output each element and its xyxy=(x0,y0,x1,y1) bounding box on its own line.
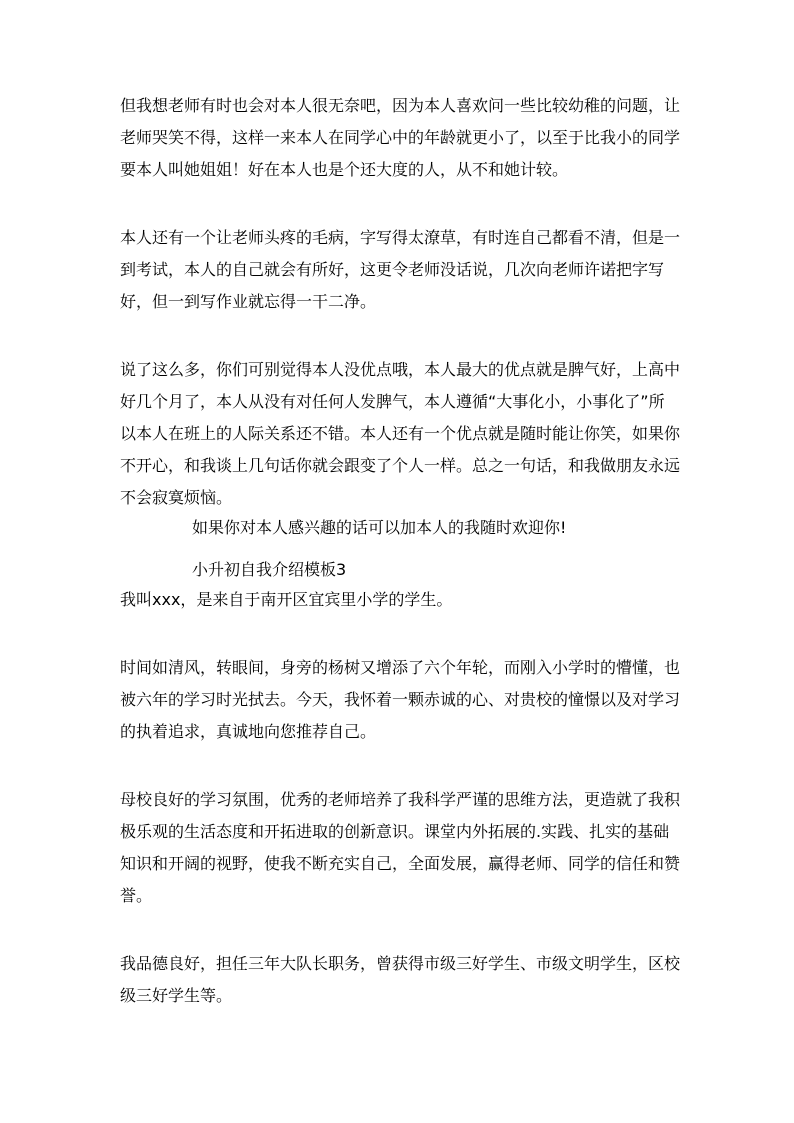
intro-line: 我叫xxx，是来自于南开区宜宾里小学的学生。 xyxy=(120,590,453,609)
section-heading: 小升初自我介绍模板3 xyxy=(192,560,347,579)
paragraph-time: 时间如清风，转眼间，身旁的杨树又增添了六个年轮，而刚入小学时的懵懂，也被六年的学习时光拭去。今天，我怀着一颗赤诚的心、对贵校的憧憬以及对学习的执着追求，真诚地向您推荐自己。 xyxy=(120,658,681,741)
closing-line: 如果你对本人感兴趣的话可以加本人的我随时欢迎你! xyxy=(192,518,567,537)
paragraph-character: 我品德良好，担任三年大队长职务，曾获得市级三好学生、市级文明学生，区校级三好学生等。 xyxy=(120,954,681,1005)
paragraph-temper: 说了这么多，你们可别觉得本人没优点哦，本人最大的优点就是脾气好，上高中好几个月了，本人从没有对任何人发脾气，本人遵循“大事化小，小事化了”所以本人在班上的人际关系还不错。本人还有一个优点就是随时能让你笑，如果你不开心，和我谈上几句话你就会跟变了个人一样。总之一句话，和我做朋友永远不会寂寞烦恼。 xyxy=(120,360,681,507)
paragraph-teacher-questions: 但我想老师有时也会对本人很无奈吧，因为本人喜欢问一些比较幼稚的问题，让老师哭笑不得，这样一来本人在同学心中的年龄就更小了，以至于比我小的同学要本人叫她姐姐！好在本人也是个还大度的人，从不和她计较。 xyxy=(120,96,681,179)
paragraph-school: 母校良好的学习氛围，优秀的老师培养了我科学严谨的思维方法，更造就了我积极乐观的生活态度和开拓进取的创新意识。课堂内外拓展的.实践、扎实的基础知识和开阔的视野，使我不断充实自己，全面发展，赢得老师、同学的信任和赞誉。 xyxy=(120,790,681,905)
paragraph-handwriting: 本人还有一个让老师头疼的毛病，字写得太潦草，有时连自己都看不清，但是一到考试，本人的自己就会有所好，这更令老师没话说，几次向老师许诺把字写好，但一到写作业就忘得一干二净。 xyxy=(120,228,681,311)
